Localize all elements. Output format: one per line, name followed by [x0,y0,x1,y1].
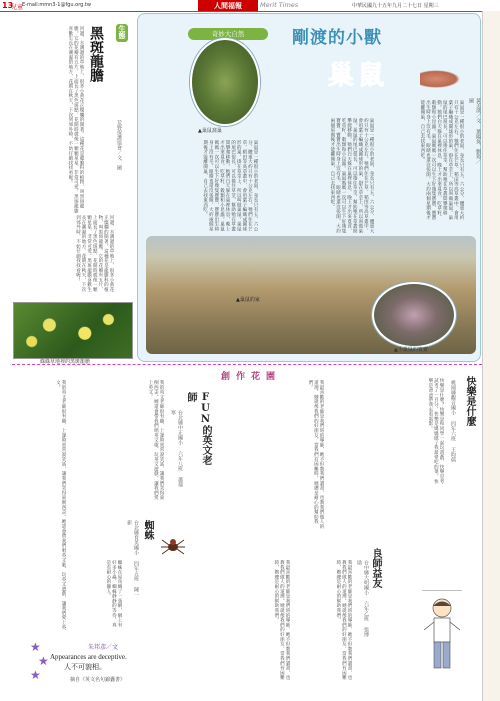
photo-caption-nest: ▲巢鼠窩巢 [198,128,222,134]
piece-title-english-teacher: FUN的英文老師 [185,392,211,465]
date-line: 中華民國九十五年九月二十七日 星期三 [352,3,439,9]
piece-author-teacher: 台中縣大明國小 六年乙班 張博勛 [356,560,369,637]
photo-caption-gentian: 綠綠草地裡的黑斑龍膽 [40,359,91,365]
feature-body-2: 巢鼠是一種很小的老鼠，身長只有五、六公分，體重大約只有十公克左右。牠們住在芒草、稻田等高草叢中，會用葉子編織成圓球形的巢，掛在草莖上，所以叫做巢鼠。巢鼠的尾巴很長，可以捲住草莖，幫助牠在草叢間攀爬移動。牠們白天躲在巢裡休息，晚上才出來覓食，吃草籽、穀類和小昆蟲。巢鼠媽媽一次可以生下好幾隻寶寶，寶寶出生時身上沒有毛，眼睛也還沒張開，大約兩個星期後才能離開巢，自己去找東西吃。 [329,118,374,234]
right-margin-strip [482,11,500,701]
piece-author-spider: 台北縣育英國小 四年五班 陳一新 [126,520,139,597]
quote-source: 摘自《英文名句錦囊書》 [70,677,126,683]
piece-body-english-teacher-cont: 我的英文老師很有趣，上課時常常說笑話，讓我們笑得東倒西歪。她還會帶我們唱英文歌、玩英文遊戲，讓我們愛上英文。 [55,380,66,630]
star-icon: ★ [30,640,41,654]
piece-title-spider: 蜘蛛 [142,520,153,540]
piece-body-teacher-c: 我最喜歡的老師是我們班的導師，她不但教我們讀書，也教我們做人的道理。她就像我們的好朋友，當我們有困難時，她總是耐心的幫助我們。 [273,560,290,680]
piece-body-happiness: 快樂是什麼？快樂是和同學一起玩遊戲，快樂是考試考了一百分，快樂是媽媽做了我最愛吃的菜，快樂是爸爸帶我去看電影。 [427,378,444,484]
piece-body-english-teacher: 我的英文老師很有趣，上課時常常說笑話，讓我們笑得東倒西歪。她還會帶我們唱英文歌、玩英文遊戲，讓我們愛上英文。 [147,380,164,500]
page-number: 13 [2,1,14,10]
piece-title-teacher: 良師益友 [370,548,381,588]
brand-english: Merit Times [260,1,299,9]
quote-chinese: 人不可貌相。 [64,663,106,671]
creative-garden-banner: 創作花園 [220,372,281,382]
star-icon: ★ [30,668,41,682]
piece-body-teacher-b: 我最喜歡的老師是我們班的導師，她不但教我們讀書，也教我們做人的道理。她就像我們的好朋友，當我們有困難時，她總是耐心的幫助我們。 [335,560,352,680]
mouse-icon [420,70,460,88]
left-article-title: 黑斑龍膽 [88,26,104,82]
left-article-body-cont: 河邊、水溝邊的草地上，很多小黃花正燦爛的開著。這種花是龍膽科的植物，叫黑斑龍膽。它的花瓣有五片，上面長了黑色斑點，花開時就像一顆顆星星，非常可愛。黑斑龍膽喜歡生長在潮濕的地方，花期在秋天，下次到郊外時，不妨仔細找找看喔！ [75,215,114,292]
decorative-divider [422,590,462,611]
brand-logo: 人間福報 [198,0,258,11]
left-article-body: 河邊、水溝邊的草地上，很多小黃花正燦爛的開著。這種花是龍膽科的植物，叫黑斑龍膽。它的花瓣有五片，上面長了黑色斑點，花開時就像一顆顆星星，非常可愛。黑斑龍膽喜歡生長在潮濕的地方，花期在秋天，下次到郊外時，不妨仔細找找看喔！ [67,26,84,214]
feature-author: 黃美瑛／文 葉陽奐．劉筠／圖 [468,98,481,164]
email-text: E-mail:mmn3-1@fgu.org.tw [22,2,91,8]
nature-ribbon: 奇妙大自然 [188,28,268,40]
feature-title-line1: 剛渡的小獸 [292,28,382,48]
photo-caption-grassland: ▲巢鼠的家 [236,297,260,303]
piece-body-spider: 蜘蛛在屋角織了一張網，網上有好多小蟲，蜘蛛靜靜的等待，真是有耐心的獵人。 [105,560,122,628]
piece-author-happiness: 桃園縣觀音國小 四年六班 王昀儒 [450,380,456,462]
spider-icon [160,536,186,558]
quote-author: 朱邦彥／文 [88,644,119,651]
ecology-tag: 生態 [116,24,128,42]
photo-nest [190,38,260,126]
quote-english: Appearances are deceptive. [50,653,127,661]
piece-author-english-teacher: 台北縣中正國小 六年八班 蕭郁寧 [170,410,183,487]
feature-title-line2: 巢鼠 [328,61,389,91]
feature-body-3: 巢鼠是一種很小的老鼠，身長只有五、六公分，體重大約只有十公克左右。牠們住在芒草、稻田等高草叢中，會用葉子編織成圓球形的巢，掛在草莖上，所以叫做巢鼠。巢鼠的尾巴很長，可以捲住草莖，幫助牠在草叢間攀爬移動。牠們白天躲在巢裡休息，晚上才出來覓食，吃草籽、穀類和小昆蟲。巢鼠媽媽一次可以生下好幾隻寶寶，寶寶出生時身上沒有毛，眼睛也還沒張開，大約兩個星期後才能離開巢，自己去找東西吃。 [202,140,258,232]
star-icon: ★ [38,654,49,668]
piece-body-teacher-a: 我最喜歡的老師是我們班的導師，她不但教我們讀書，也教我們做人的道理。她就像我們的好朋友，當我們有困難時，她總是耐心的幫助我們。 [307,380,324,529]
photo-baby-mouse [372,282,456,348]
photo-caption-baby: ▲小巢鼠的寶寶 [394,347,428,353]
left-article-author: 荒野保護協會／文．圖 [116,120,122,170]
quote-box [30,640,170,690]
photo-gentian-flowers [13,302,133,359]
piece-title-happiness: 快樂是什麼 [464,376,475,426]
feature-body-1: 巢鼠是一種很小的老鼠，身長只有五、六公分，體重大約只有十公克左右。牠們住在芒草、稻田等高草叢中，會用葉子編織成圓球形的巢，掛在草莖上，所以叫做巢鼠。巢鼠的尾巴很長，可以捲住草莖，幫助牠在草叢間攀爬移動。牠們白天躲在巢裡休息，晚上才出來覓食，吃草籽、穀類和小昆蟲。巢鼠媽媽一次可以生下好幾隻寶寶，寶寶出生時身上沒有毛，眼睛也還沒張開，大約兩個星期後才能離開巢，自己去找東西吃。 [419,100,464,220]
section-label: 兒童 [11,4,24,11]
